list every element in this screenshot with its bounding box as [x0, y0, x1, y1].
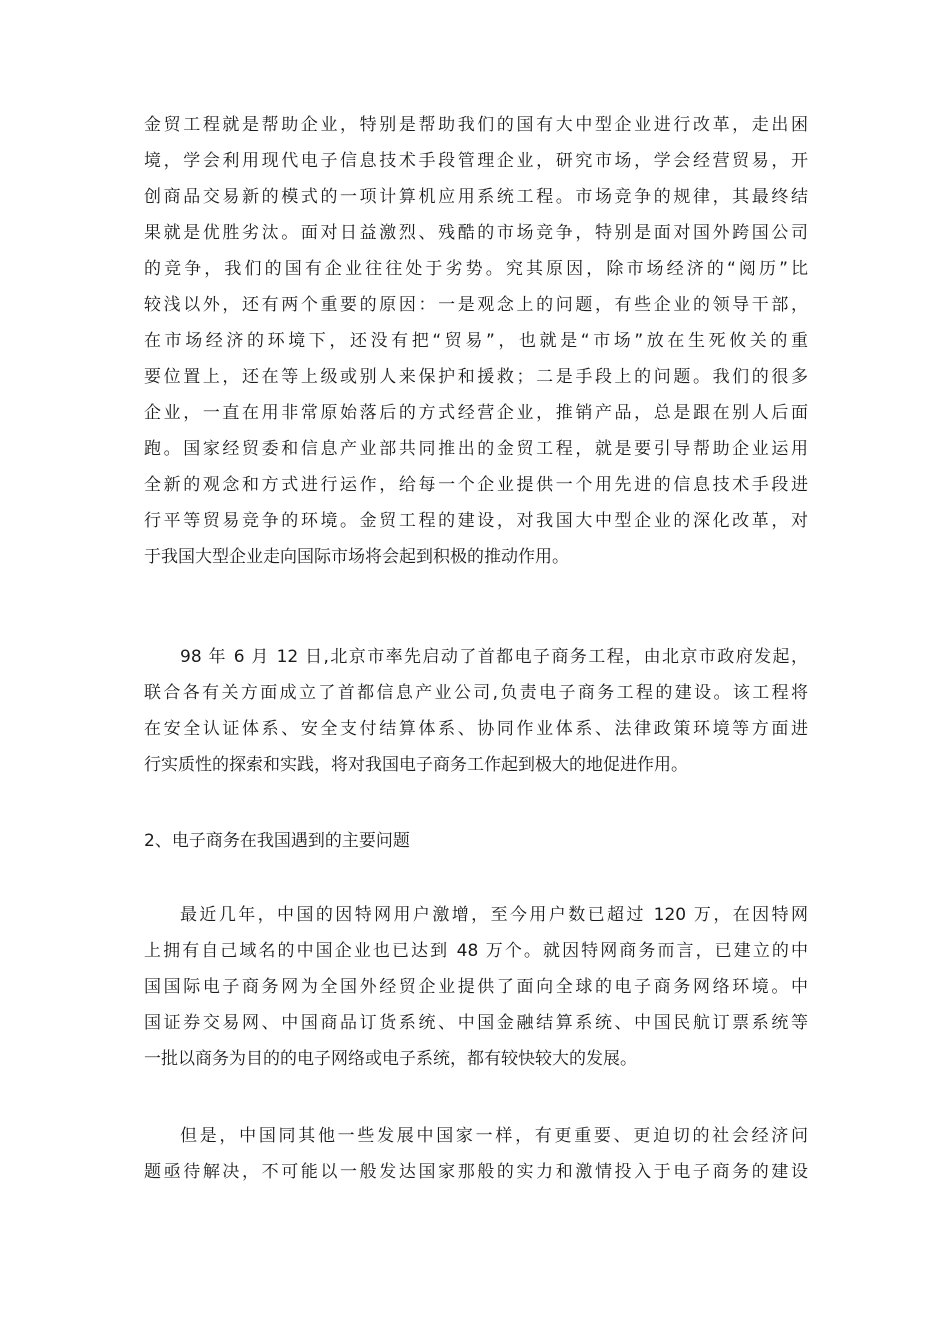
text-line: 境，学会利用现代电子信息技术手段管理企业，研究市场，学会经营贸易，开: [144, 151, 808, 171]
text-line: 最近几年，中国的因特网用户激增，至今用户数已超过 120 万，在因特网: [180, 905, 808, 925]
text-line: 金贸工程就是帮助企业，特别是帮助我们的国有大中型企业进行改革，走出困: [144, 115, 808, 135]
text-line: 企业，一直在用非常原始落后的方式经营企业，推销产品，总是跟在别人后面: [144, 403, 808, 423]
section-heading: [144, 823, 808, 859]
text-line: 国国际电子商务网为全国外经贸企业提供了面向全球的电子商务网络环境。中: [144, 977, 808, 997]
paragraph-capital-ecommerce: [144, 639, 808, 783]
text-line: 跑。国家经贸委和信息产业部共同推出的金贸工程，就是要引导帮助企业运用: [144, 439, 808, 459]
text-line: 于我国大型企业走向国际市场将会起到积极的推动作用。: [144, 547, 569, 567]
text-line: 在安全认证体系、安全支付结算体系、协同作业体系、法律政策环境等方面进: [144, 719, 808, 739]
paragraph-jinmao-project: [144, 107, 808, 575]
paragraph-developing-country: [144, 1118, 808, 1190]
text-line: 行平等贸易竞争的环境。金贸工程的建设，对我国大中型企业的深化改革，对: [144, 511, 808, 531]
text-line: 行实质性的探索和实践，将对我国电子商务工作起到极大的地促进作用。: [144, 755, 688, 775]
text-line: 全新的观念和方式进行运作，给每一个企业提供一个用先进的信息技术手段进: [144, 475, 808, 495]
text-line: 98 年 6 月 12 日,北京市率先启动了首都电子商务工程，由北京市政府发起，: [180, 647, 808, 667]
text-line: 果就是优胜劣汰。面对日益激烈、残酷的市场竞争，特别是面对国外跨国公司: [144, 223, 808, 243]
paragraph-internet-users: [144, 897, 808, 1077]
heading-text: 2、电子商务在我国遇到的主要问题: [144, 831, 410, 851]
text-line: 上拥有自己域名的中国企业也已达到 48 万个。就因特网商务而言，已建立的中: [144, 941, 808, 961]
text-line: 联合各有关方面成立了首都信息产业公司,负责电子商务工程的建设。该工程将: [144, 683, 808, 703]
text-line: 在市场经济的环境下，还没有把“贸易”，也就是“市场”放在生死攸关的重: [144, 331, 808, 351]
text-line: 但是，中国同其他一些发展中国家一样，有更重要、更迫切的社会经济问: [180, 1126, 808, 1146]
text-line: 的竞争，我们的国有企业往往处于劣势。究其原因，除市场经济的“阅历”比: [144, 259, 808, 279]
text-line: 一批以商务为目的的电子网络或电子系统，都有较快较大的发展。: [144, 1049, 637, 1069]
text-line: 创商品交易新的模式的一项计算机应用系统工程。市场竞争的规律，其最终结: [144, 187, 808, 207]
text-line: 题亟待解决，不可能以一般发达国家那般的实力和激情投入于电子商务的建设: [144, 1162, 808, 1182]
text-line: 较浅以外，还有两个重要的原因：一是观念上的问题，有些企业的领导干部，: [144, 295, 808, 315]
text-line: 要位置上，还在等上级或别人来保护和援救；二是手段上的问题。我们的很多: [144, 367, 808, 387]
text-line: 国证券交易网、中国商品订货系统、中国金融结算系统、中国民航订票系统等: [144, 1013, 808, 1033]
